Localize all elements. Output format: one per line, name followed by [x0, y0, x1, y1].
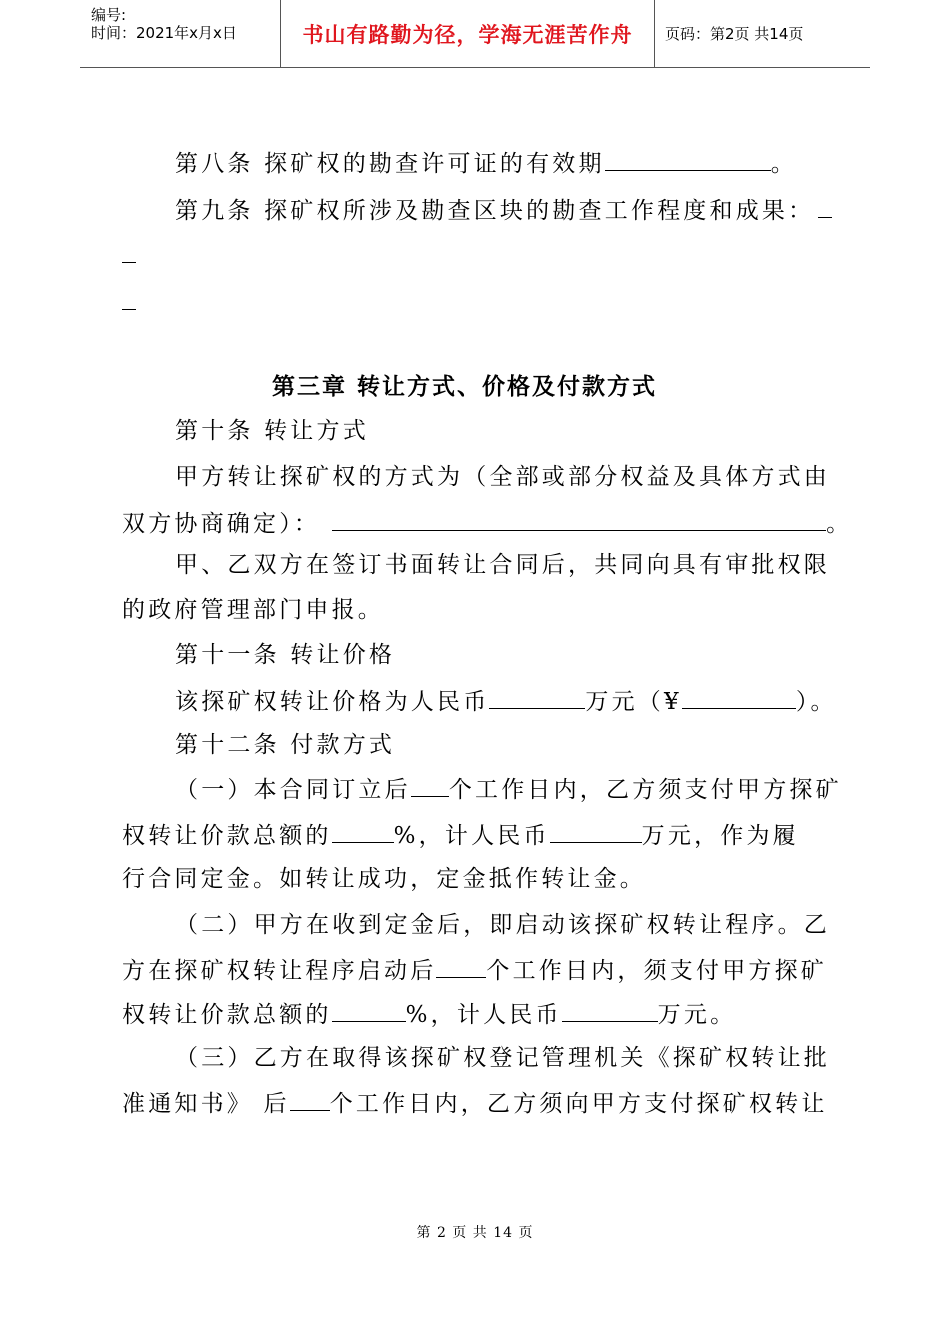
paragraph-text: 个工作日内，乙方须向甲方支付探矿权转让	[329, 1091, 828, 1117]
motto: 书山有路勤为径，学海无涯苦作舟	[302, 22, 633, 47]
page-header	[80, 0, 870, 68]
blank-field	[332, 820, 394, 843]
blank-field	[290, 1088, 330, 1111]
paragraph-line	[122, 955, 827, 986]
blank-field	[411, 774, 449, 797]
paragraph-line: （三）乙方在取得该探矿权登记管理机关《探矿权转让批	[175, 1045, 830, 1071]
paragraph-text: %，计人民币	[393, 823, 550, 849]
serial-label: 编号:	[91, 6, 127, 24]
paragraph-text: ）。	[795, 689, 837, 715]
paragraph-line: 甲、乙双方在签订书面转让合同后，共同向具有审批权限	[175, 552, 830, 578]
article-10: 第十条 转让方式	[175, 418, 369, 444]
paragraph-line: 甲方转让探矿权的方式为（全部或部分权益及具体方式由	[175, 464, 830, 490]
article-11: 第十一条 转让价格	[175, 642, 396, 668]
article-8	[175, 148, 797, 179]
page-footer: 第 2 页 共 14 页	[416, 1225, 534, 1241]
paragraph-text: 该探矿权转让价格为人民币	[175, 689, 490, 715]
paragraph-line: 行合同定金。如转让成功，定金抵作转让金。	[122, 866, 646, 892]
paragraph-line	[175, 774, 842, 805]
blank-field	[605, 148, 771, 171]
paragraph-text: 万元。	[657, 1002, 737, 1028]
paragraph-text: 准通知书》 后	[122, 1091, 290, 1117]
paragraph-text: 方在探矿权转让程序启动后	[122, 958, 437, 984]
blank-field	[682, 686, 796, 709]
blank-field	[436, 955, 486, 978]
paragraph-line	[175, 686, 837, 717]
paragraph-text: 万元，作为履	[641, 823, 799, 849]
paragraph-text: （一）本合同订立后	[175, 777, 411, 803]
header-motto-cell	[281, 0, 655, 67]
paragraph-line: 的政府管理部门申报。	[122, 597, 384, 623]
paragraph-text: 。	[826, 511, 853, 537]
paragraph-line	[122, 820, 799, 851]
paragraph-line	[122, 508, 852, 539]
paragraph-text: 权转让价款总额的	[122, 1002, 332, 1028]
blank-field	[550, 820, 642, 843]
paragraph-text: 权转让价款总额的	[122, 823, 332, 849]
header-meta-cell	[80, 0, 281, 67]
article-8-end: 。	[770, 151, 797, 177]
paragraph-line	[122, 999, 736, 1030]
header-page-cell	[655, 0, 870, 67]
chapter-3-title: 第三章 转让方式、价格及付款方式	[272, 374, 658, 400]
blank-field	[332, 999, 406, 1022]
blank-field	[818, 195, 832, 218]
blank-line	[122, 240, 136, 271]
paragraph-text: 个工作日内，须支付甲方探矿	[486, 958, 828, 984]
blank-field	[122, 287, 136, 310]
blank-field	[562, 999, 658, 1022]
blank-field	[489, 686, 585, 709]
article-8-text: 第八条 探矿权的勘查许可证的有效期	[175, 151, 605, 177]
paragraph-line: （二）甲方在收到定金后，即启动该探矿权转让程序。乙	[175, 912, 830, 938]
blank-line	[122, 287, 136, 318]
article-12: 第十二条 付款方式	[175, 732, 396, 758]
paragraph-text: 个工作日内，乙方须支付甲方探矿	[448, 777, 842, 803]
article-9-text: 第九条 探矿权所涉及勘查区块的勘查工作程度和成果：	[175, 198, 815, 224]
blank-field	[122, 240, 136, 263]
page-info: 页码：第2页 共14页	[665, 25, 804, 43]
paragraph-text: %，计人民币	[405, 1002, 562, 1028]
paragraph-text: 万元（¥	[585, 689, 682, 715]
time-label: 时间：2021年x月x日	[91, 24, 237, 42]
article-9	[175, 195, 832, 226]
blank-field	[332, 508, 826, 531]
paragraph-text: 双方协商确定）：	[122, 511, 321, 537]
paragraph-line	[122, 1088, 828, 1119]
